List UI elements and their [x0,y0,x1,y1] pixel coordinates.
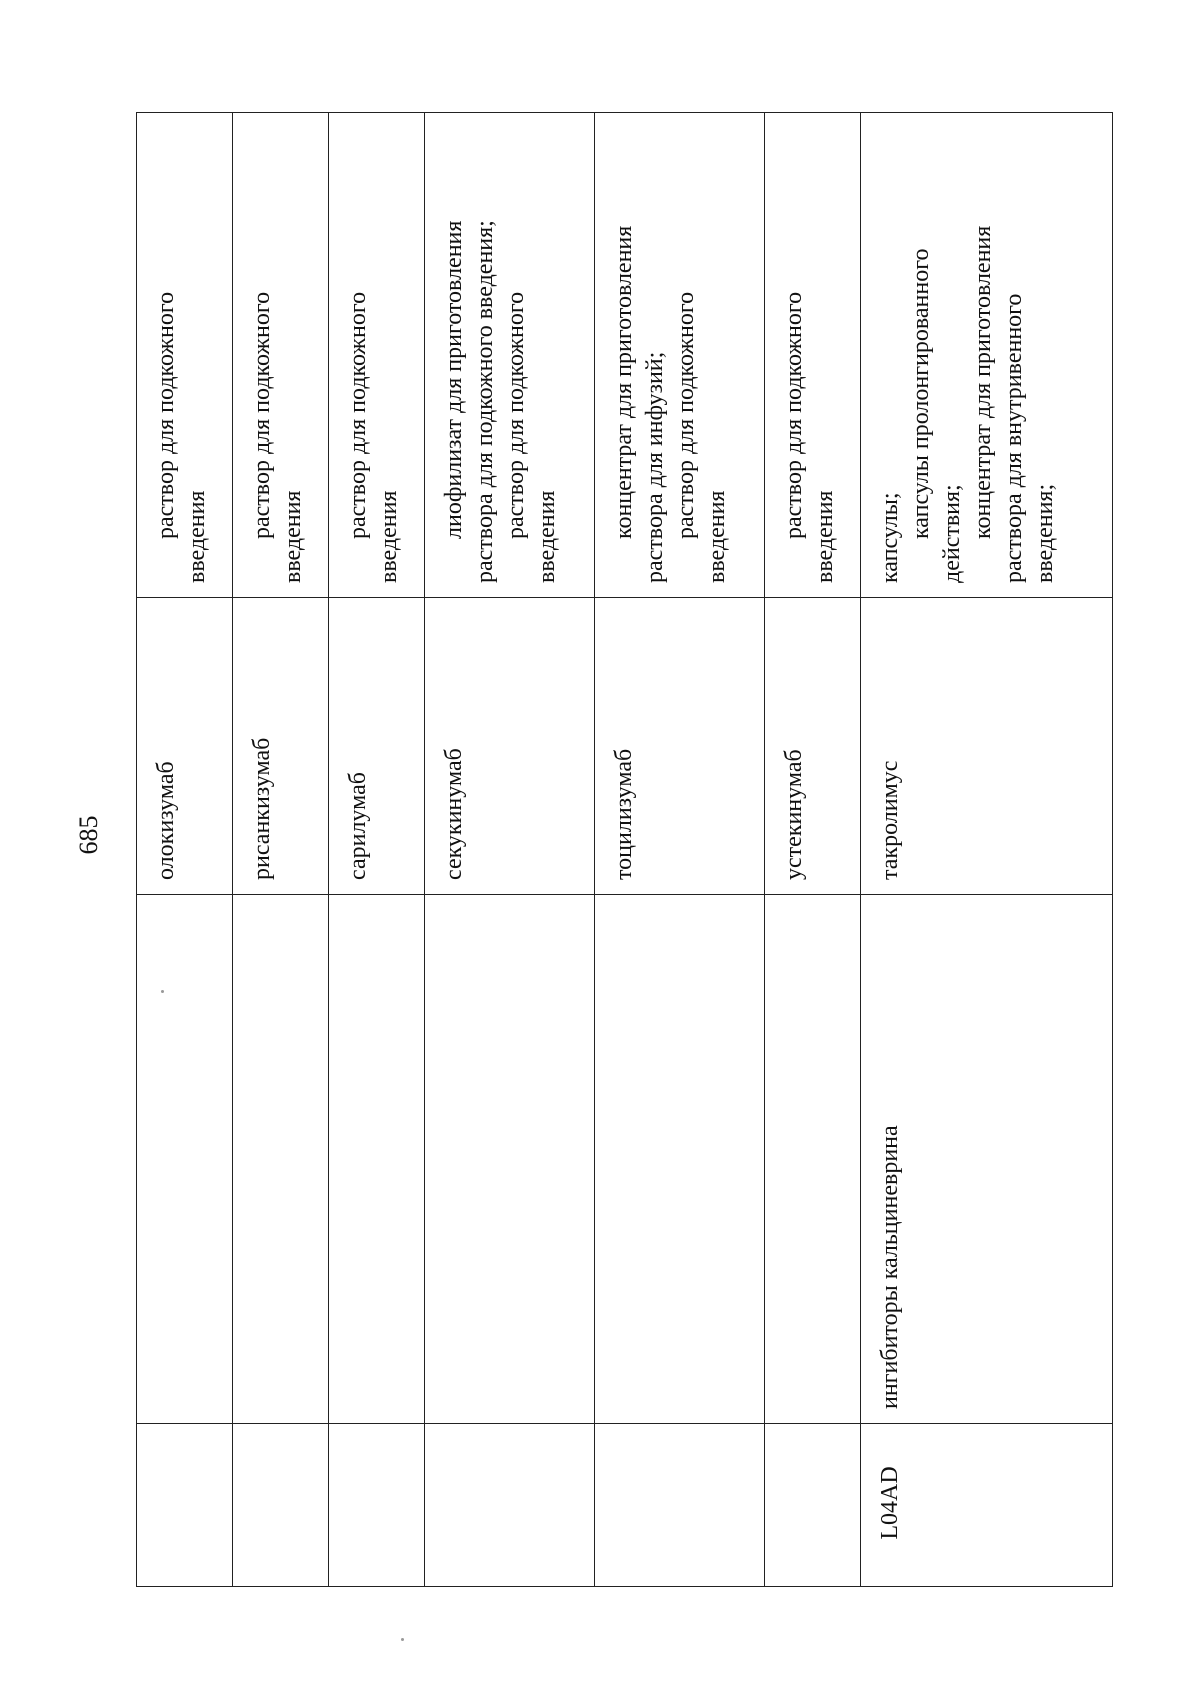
atc-code-cell [595,1424,765,1587]
group-name-cell [425,895,595,1424]
group-name-cell [137,895,233,1424]
group-name-cell [765,895,861,1424]
drug-name-cell: тоцилизумаб [595,598,765,895]
atc-code-cell: L04AD [861,1424,1113,1587]
dosage-form-line: раствора для инфузий; [642,351,668,583]
dosage-form-cell [233,113,329,598]
dosage-form-line: введения [280,490,306,583]
atc-code-cell [425,1424,595,1587]
dosage-form-line: раствор для подкожного [673,291,699,539]
dosage-form-line: введения [704,490,730,583]
dosage-form-line: введения; [1032,483,1058,583]
drug-table-container [136,213,1112,1587]
scan-speck [401,1638,404,1641]
dosage-form-cell [861,113,1113,598]
page-number-text: 685 [74,815,103,855]
drug-table [136,112,1113,1587]
drug-name-cell: рисанкизумаб [233,598,329,895]
drug-name-cell: устекинумаб [765,598,861,895]
dosage-form-line: раствор для подкожного [503,291,529,539]
dosage-form-line: капсулы; [877,492,903,583]
dosage-form-cell [329,113,425,598]
drug-name-cell: секукинумаб [425,598,595,895]
group-name-cell [233,895,329,1424]
atc-code-cell [765,1424,861,1587]
dosage-form-line: концентрат для приготовления [970,225,996,539]
scan-speck [161,990,164,993]
dosage-form-line: капсулы пролонгированного [908,248,934,539]
group-name-cell [329,895,425,1424]
dosage-form-cell [765,113,861,598]
table-row [765,113,861,1587]
dosage-form-cell [137,113,233,598]
dosage-form-line: введения [376,490,402,583]
dosage-form-cell [425,113,595,598]
atc-code-cell [233,1424,329,1587]
table-row [861,113,1113,1587]
table-row [595,113,765,1587]
drug-name-cell: сарилумаб [329,598,425,895]
dosage-form-line: концентрат для приготовления [611,225,637,539]
table-row [233,113,329,1587]
dosage-form-line: раствор для подкожного [345,291,371,539]
dosage-form-line: раствор для подкожного [249,291,275,539]
atc-code-cell [137,1424,233,1587]
dosage-form-line: раствор для подкожного [781,291,807,539]
group-name-cell [595,895,765,1424]
group-name-cell: ингибиторы кальциневрина [861,895,1113,1424]
dosage-form-line: лиофилизат для приготовления [441,220,467,539]
table-row [425,113,595,1587]
drug-name-cell: олокизумаб [137,598,233,895]
atc-code-cell [329,1424,425,1587]
dosage-form-cell [595,113,765,598]
dosage-form-line: раствор для подкожного [153,291,179,539]
table-row [329,113,425,1587]
drug-name-cell: такролимус [861,598,1113,895]
table-row [137,113,233,1587]
dosage-form-line: раствора для подкожного введения; [472,220,498,583]
dosage-form-line: введения [534,490,560,583]
dosage-form-line: введения [184,490,210,583]
dosage-form-line: введения [812,490,838,583]
dosage-form-line: действия; [939,484,965,583]
dosage-form-line: раствора для внутривенного [1001,293,1027,583]
